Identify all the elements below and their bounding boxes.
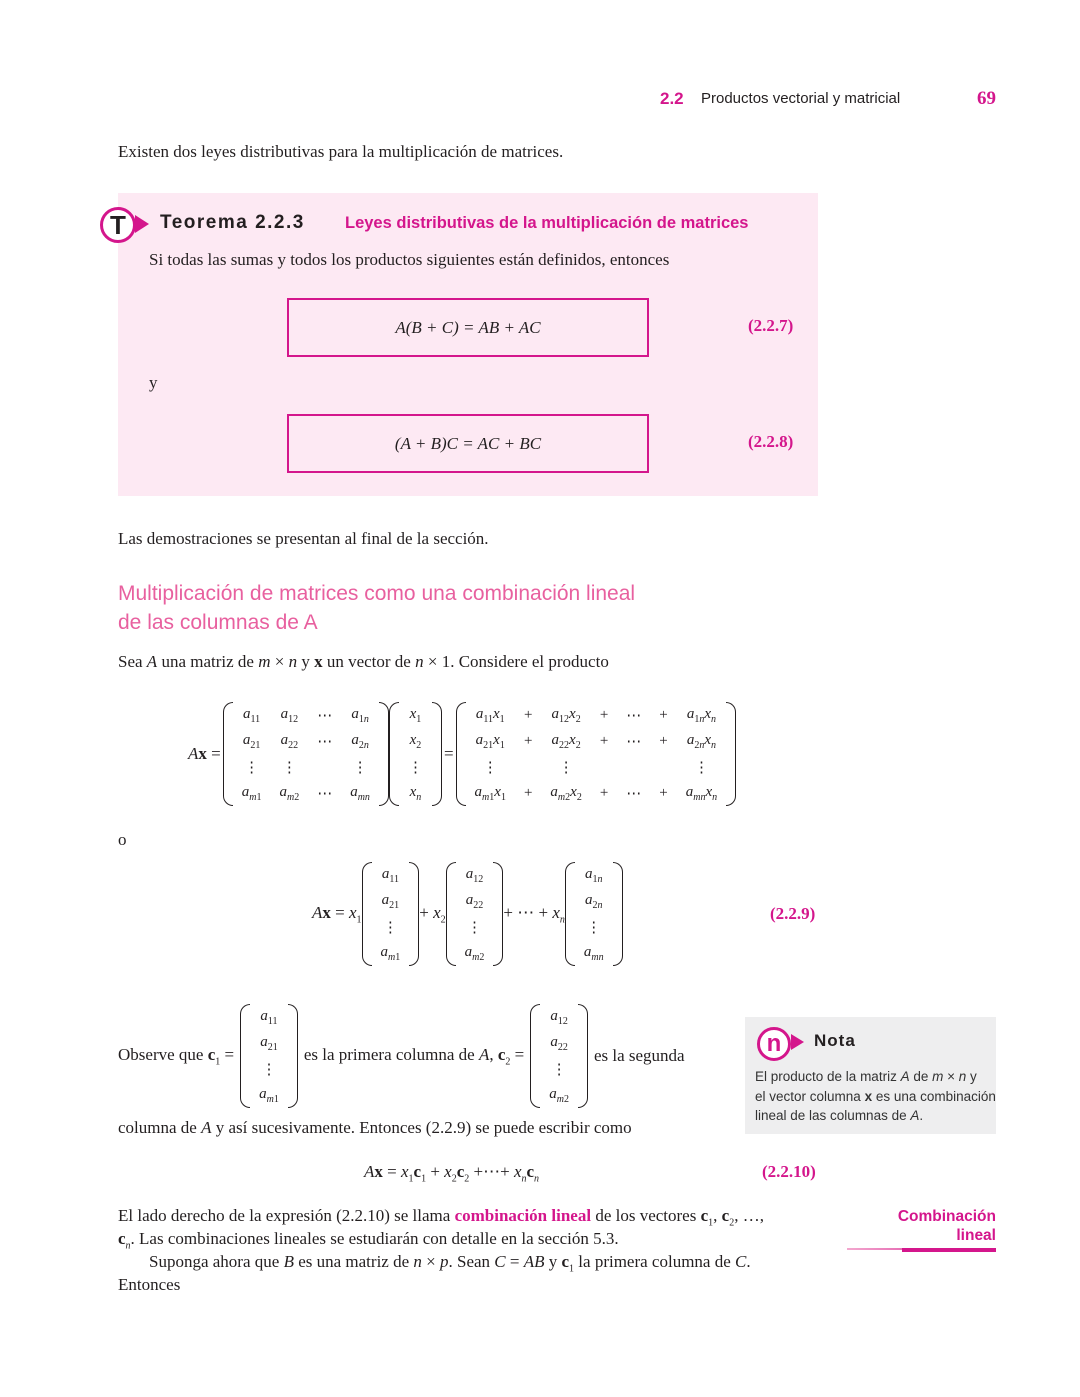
equation-label: (2.2.7) <box>748 316 794 335</box>
matrix-cell: + <box>599 784 609 801</box>
matrix-cell: ⋯ <box>626 707 642 724</box>
final-paragraph-line4: Entonces <box>118 1275 181 1294</box>
equation-lhs: $Ax = x_1$ <box>312 902 362 926</box>
matrix-cell <box>617 754 650 780</box>
equation-label: (2.2.9) <box>770 904 816 923</box>
matrix-row <box>250 1004 288 1030</box>
section-heading-line2: de las columnas de A <box>118 611 318 634</box>
matrix-cell: $a_{22}$ <box>280 731 299 751</box>
right-paren <box>379 702 389 806</box>
matrix-entries <box>456 862 494 966</box>
matrix-cell: ⋮ <box>482 759 498 776</box>
matrix-row <box>372 940 410 966</box>
matrix-row <box>456 940 494 966</box>
matrix-cell: $a_{11}$ <box>381 865 399 885</box>
observe-continuation: columna de A y así sucesivamente. Entonces (2.2.9) se puede escribir como <box>118 1118 632 1137</box>
matrix-entries <box>466 702 727 806</box>
matrix-cell: $x_n$ <box>409 783 422 803</box>
observe-text: es la segunda <box>593 1046 685 1065</box>
matrix-cell: ⋮ <box>281 759 297 776</box>
right-paren <box>613 862 623 966</box>
matrix-cell: $a_{22}x_2$ <box>551 731 581 751</box>
plus-term: + ⋯ + $x_n$ <box>503 902 565 926</box>
matrix-row <box>540 1004 578 1030</box>
matrix-cell: + <box>523 784 533 801</box>
matrix-cell: $a_{22}$ <box>465 891 484 911</box>
observe-text: Observe que $c_1$ = <box>118 1044 235 1068</box>
matrix-row <box>250 1056 288 1082</box>
equation-lhs: Ax = <box>188 744 221 763</box>
matrix-cell: + <box>523 706 533 723</box>
equation-box-2-2-7: A(B + C) = AB + AC <box>287 298 649 357</box>
matrix-cell: $a_{m2}$ <box>464 943 485 963</box>
matrix-cell: $a_{m2}$ <box>279 783 300 803</box>
matrix-cell: $a_{21}$ <box>381 891 400 911</box>
equation-2-2-9 <box>312 860 623 968</box>
sea-paragraph: Sea A una matriz de m × n y x un vector de n × 1. Considere el producto <box>118 652 609 671</box>
matrix-cell: ⋮ <box>382 919 398 936</box>
matrix-entries <box>399 702 432 806</box>
matrix-entries <box>250 1004 288 1108</box>
observe-text: es la primera columna de A, $c_2$ = <box>303 1044 525 1068</box>
or-text: o <box>118 830 127 849</box>
column-vector-c2 <box>530 1004 588 1108</box>
matrix-cell: ⋯ <box>317 733 333 750</box>
matrix-cell: + <box>599 706 609 723</box>
left-paren <box>389 702 399 806</box>
matrix-cell: $a_{mn}$ <box>583 943 604 963</box>
matrix-cell: $a_{21}x_1$ <box>475 731 505 751</box>
intro-paragraph: Existen dos leyes distributivas para la multiplicación de matrices. <box>118 142 564 161</box>
matrix-row <box>399 754 432 780</box>
page-number: 69 <box>977 88 996 109</box>
matrix-row <box>540 1082 578 1108</box>
matrix-row <box>233 728 379 754</box>
matrix-cell: $a_{12}x_2$ <box>551 705 581 725</box>
matrix-row <box>250 1082 288 1108</box>
theorem-title: Leyes distributivas de la multiplicación de matrices <box>345 214 749 232</box>
note-box <box>745 1017 996 1134</box>
matrix-cell: + <box>523 732 533 749</box>
left-paren <box>456 702 466 806</box>
matrix-cell: $a_{2n}$ <box>351 731 369 751</box>
matrix-cell: $a_{1n}x_n$ <box>686 705 717 725</box>
matrix-cell: ⋯ <box>626 733 642 750</box>
note-arrow-icon <box>791 1034 804 1050</box>
matrix-cell <box>650 754 676 780</box>
matrix-cell: $a_{m2}x_2$ <box>550 783 582 803</box>
margin-term-underline-accent <box>902 1248 996 1252</box>
matrix-cell: $a_{11}$ <box>243 705 261 725</box>
header-section-title: Productos vectorial y matricial <box>701 90 901 107</box>
matrix-cell: $a_{11}$ <box>260 1007 278 1027</box>
matrix-row <box>372 862 410 888</box>
margin-term <box>898 1207 996 1245</box>
matrix-row <box>575 888 613 914</box>
matrix-row <box>233 702 379 728</box>
matrix-cell: + <box>599 732 609 749</box>
matrix-cell <box>515 754 541 780</box>
right-paren <box>432 702 442 806</box>
matrix-cell: ⋮ <box>586 919 602 936</box>
column-vector-1 <box>362 862 420 966</box>
matrix-row <box>399 702 432 728</box>
matrix-row <box>540 1030 578 1056</box>
matrix-cell: ⋮ <box>467 919 483 936</box>
matrix-cell: $a_{12}$ <box>280 705 299 725</box>
matrix-cell: $a_{m1}$ <box>380 943 401 963</box>
note-icon: n <box>757 1027 791 1061</box>
note-title: Nota <box>814 1031 856 1050</box>
final-paragraph-line1: El lado derecho de la expresión (2.2.10) se llama combinación lineal de los vectores $c_1$, $c_2$, …, <box>118 1206 764 1229</box>
matrix-cell: ⋮ <box>558 759 574 776</box>
theorem-arrow-icon <box>135 215 149 233</box>
margin-term-line2: lineal <box>956 1227 996 1244</box>
matrix-row <box>233 780 379 806</box>
matrix-cell: ⋮ <box>693 759 709 776</box>
right-paren <box>409 862 419 966</box>
matrix-cell: + <box>659 706 668 723</box>
matrix-cell: ⋯ <box>317 785 333 802</box>
matrix-cell: $a_{2n}x_n$ <box>686 731 717 751</box>
matrix-row <box>466 780 727 806</box>
right-paren <box>726 702 736 806</box>
vector-x <box>389 702 442 806</box>
matrix-cell: + <box>659 732 668 749</box>
matrix-row <box>399 780 432 806</box>
theorem-label: Teorema 2.2.3 <box>160 212 305 233</box>
matrix-cell: + <box>659 784 668 801</box>
matrix-cell: ⋮ <box>551 1061 567 1078</box>
matrix-row <box>466 754 727 780</box>
right-paren <box>493 862 503 966</box>
matrix-cell: $a_{mn}x_n$ <box>685 783 718 803</box>
column-vector-c1 <box>240 1004 298 1108</box>
matrix-row <box>575 862 613 888</box>
matrix-cell: $x_2$ <box>409 731 422 751</box>
matrix-cell: $a_{m2}$ <box>549 1085 569 1105</box>
margin-term-line1: Combinación <box>897 1208 996 1225</box>
note-text: El producto de la matriz A de m × n y el vector columna x es una combinación lineal de las columnas de A. <box>755 1069 996 1123</box>
final-paragraph-line2: $c_n$. Las combinaciones lineales se estudiarán con detalle en la sección 5.3. <box>118 1229 619 1252</box>
equation-label: (2.2.10) <box>762 1162 816 1181</box>
left-paren <box>565 862 575 966</box>
matrix-row <box>233 754 379 780</box>
matrix-cell: $a_{1n}$ <box>584 865 603 885</box>
matrix-row <box>250 1030 288 1056</box>
matrix-row <box>575 940 613 966</box>
matrix-row <box>540 1056 578 1082</box>
matrix-entries <box>540 1004 578 1108</box>
matrix-cell: $a_{mn}$ <box>350 783 370 803</box>
left-paren <box>362 862 372 966</box>
theorem-statement: Si todas las sumas y todos los productos siguientes están definidos, entonces <box>149 250 670 269</box>
plus-term: + $x_2$ <box>419 902 446 926</box>
matrix-cell: $a_{11}x_1$ <box>475 705 505 725</box>
matrix-entries <box>233 702 379 806</box>
section-heading-line1: Multiplicación de matrices como una combinación lineal <box>118 582 636 605</box>
equation-2-2-10: $Ax = x_1c_1 + x_2c_2$ +⋯+ $x_nc_n$ <box>364 1162 540 1185</box>
matrix-row <box>466 702 727 728</box>
left-paren <box>530 1004 540 1108</box>
left-paren <box>446 862 456 966</box>
matrix-cell: ⋯ <box>626 785 642 802</box>
column-vector-2 <box>446 862 504 966</box>
matrix-row <box>372 914 410 940</box>
equation-ax-expanded <box>188 700 736 808</box>
matrix-cell: $a_{2n}$ <box>584 891 603 911</box>
equals-sign: = <box>443 744 454 763</box>
matrix-row <box>372 888 410 914</box>
matrix-row <box>575 914 613 940</box>
matrix-cell: ⋯ <box>317 707 333 724</box>
proofs-note: Las demostraciones se presentan al final de la sección. <box>118 529 489 548</box>
final-paragraph-line3: Suponga ahora que B es una matriz de n × p. Sean C = AB y $c_1$ la primera columna de C. <box>149 1252 751 1275</box>
matrix-cell: $a_{21}$ <box>260 1033 278 1053</box>
matrix-entries <box>372 862 410 966</box>
matrix-cell: $a_{1n}$ <box>351 705 369 725</box>
left-paren <box>223 702 233 806</box>
matrix-cell: ⋮ <box>244 759 260 776</box>
column-vector-n <box>565 862 623 966</box>
matrix-a <box>223 702 389 806</box>
matrix-cell: $a_{m1}x_1$ <box>474 783 506 803</box>
matrix-cell: ⋮ <box>261 1061 277 1078</box>
product-matrix <box>456 702 737 806</box>
matrix-cell <box>591 754 617 780</box>
theorem-icon: T <box>100 207 136 243</box>
left-paren <box>240 1004 250 1108</box>
observe-sentence <box>118 1002 685 1110</box>
matrix-cell: $a_{12}$ <box>465 865 484 885</box>
equation-label: (2.2.8) <box>748 432 794 451</box>
matrix-cell <box>308 754 341 780</box>
matrix-row <box>466 728 727 754</box>
matrix-row <box>456 914 494 940</box>
matrix-row <box>456 862 494 888</box>
matrix-row <box>456 888 494 914</box>
matrix-row <box>399 728 432 754</box>
right-paren <box>288 1004 298 1108</box>
matrix-cell: $a_{12}$ <box>550 1007 568 1027</box>
connector-text: y <box>149 373 158 392</box>
matrix-cell: $a_{21}$ <box>242 731 261 751</box>
matrix-cell: $a_{22}$ <box>550 1033 568 1053</box>
matrix-cell: ⋮ <box>352 759 368 776</box>
matrix-cell: $x_1$ <box>409 705 422 725</box>
matrix-cell: ⋮ <box>407 759 423 776</box>
equation-box-2-2-8: (A + B)C = AC + BC <box>287 414 649 473</box>
matrix-cell: $a_{m1}$ <box>241 783 262 803</box>
matrix-cell: $a_{m1}$ <box>259 1085 279 1105</box>
matrix-entries <box>575 862 613 966</box>
right-paren <box>578 1004 588 1108</box>
header-section-number: 2.2 <box>660 89 684 108</box>
